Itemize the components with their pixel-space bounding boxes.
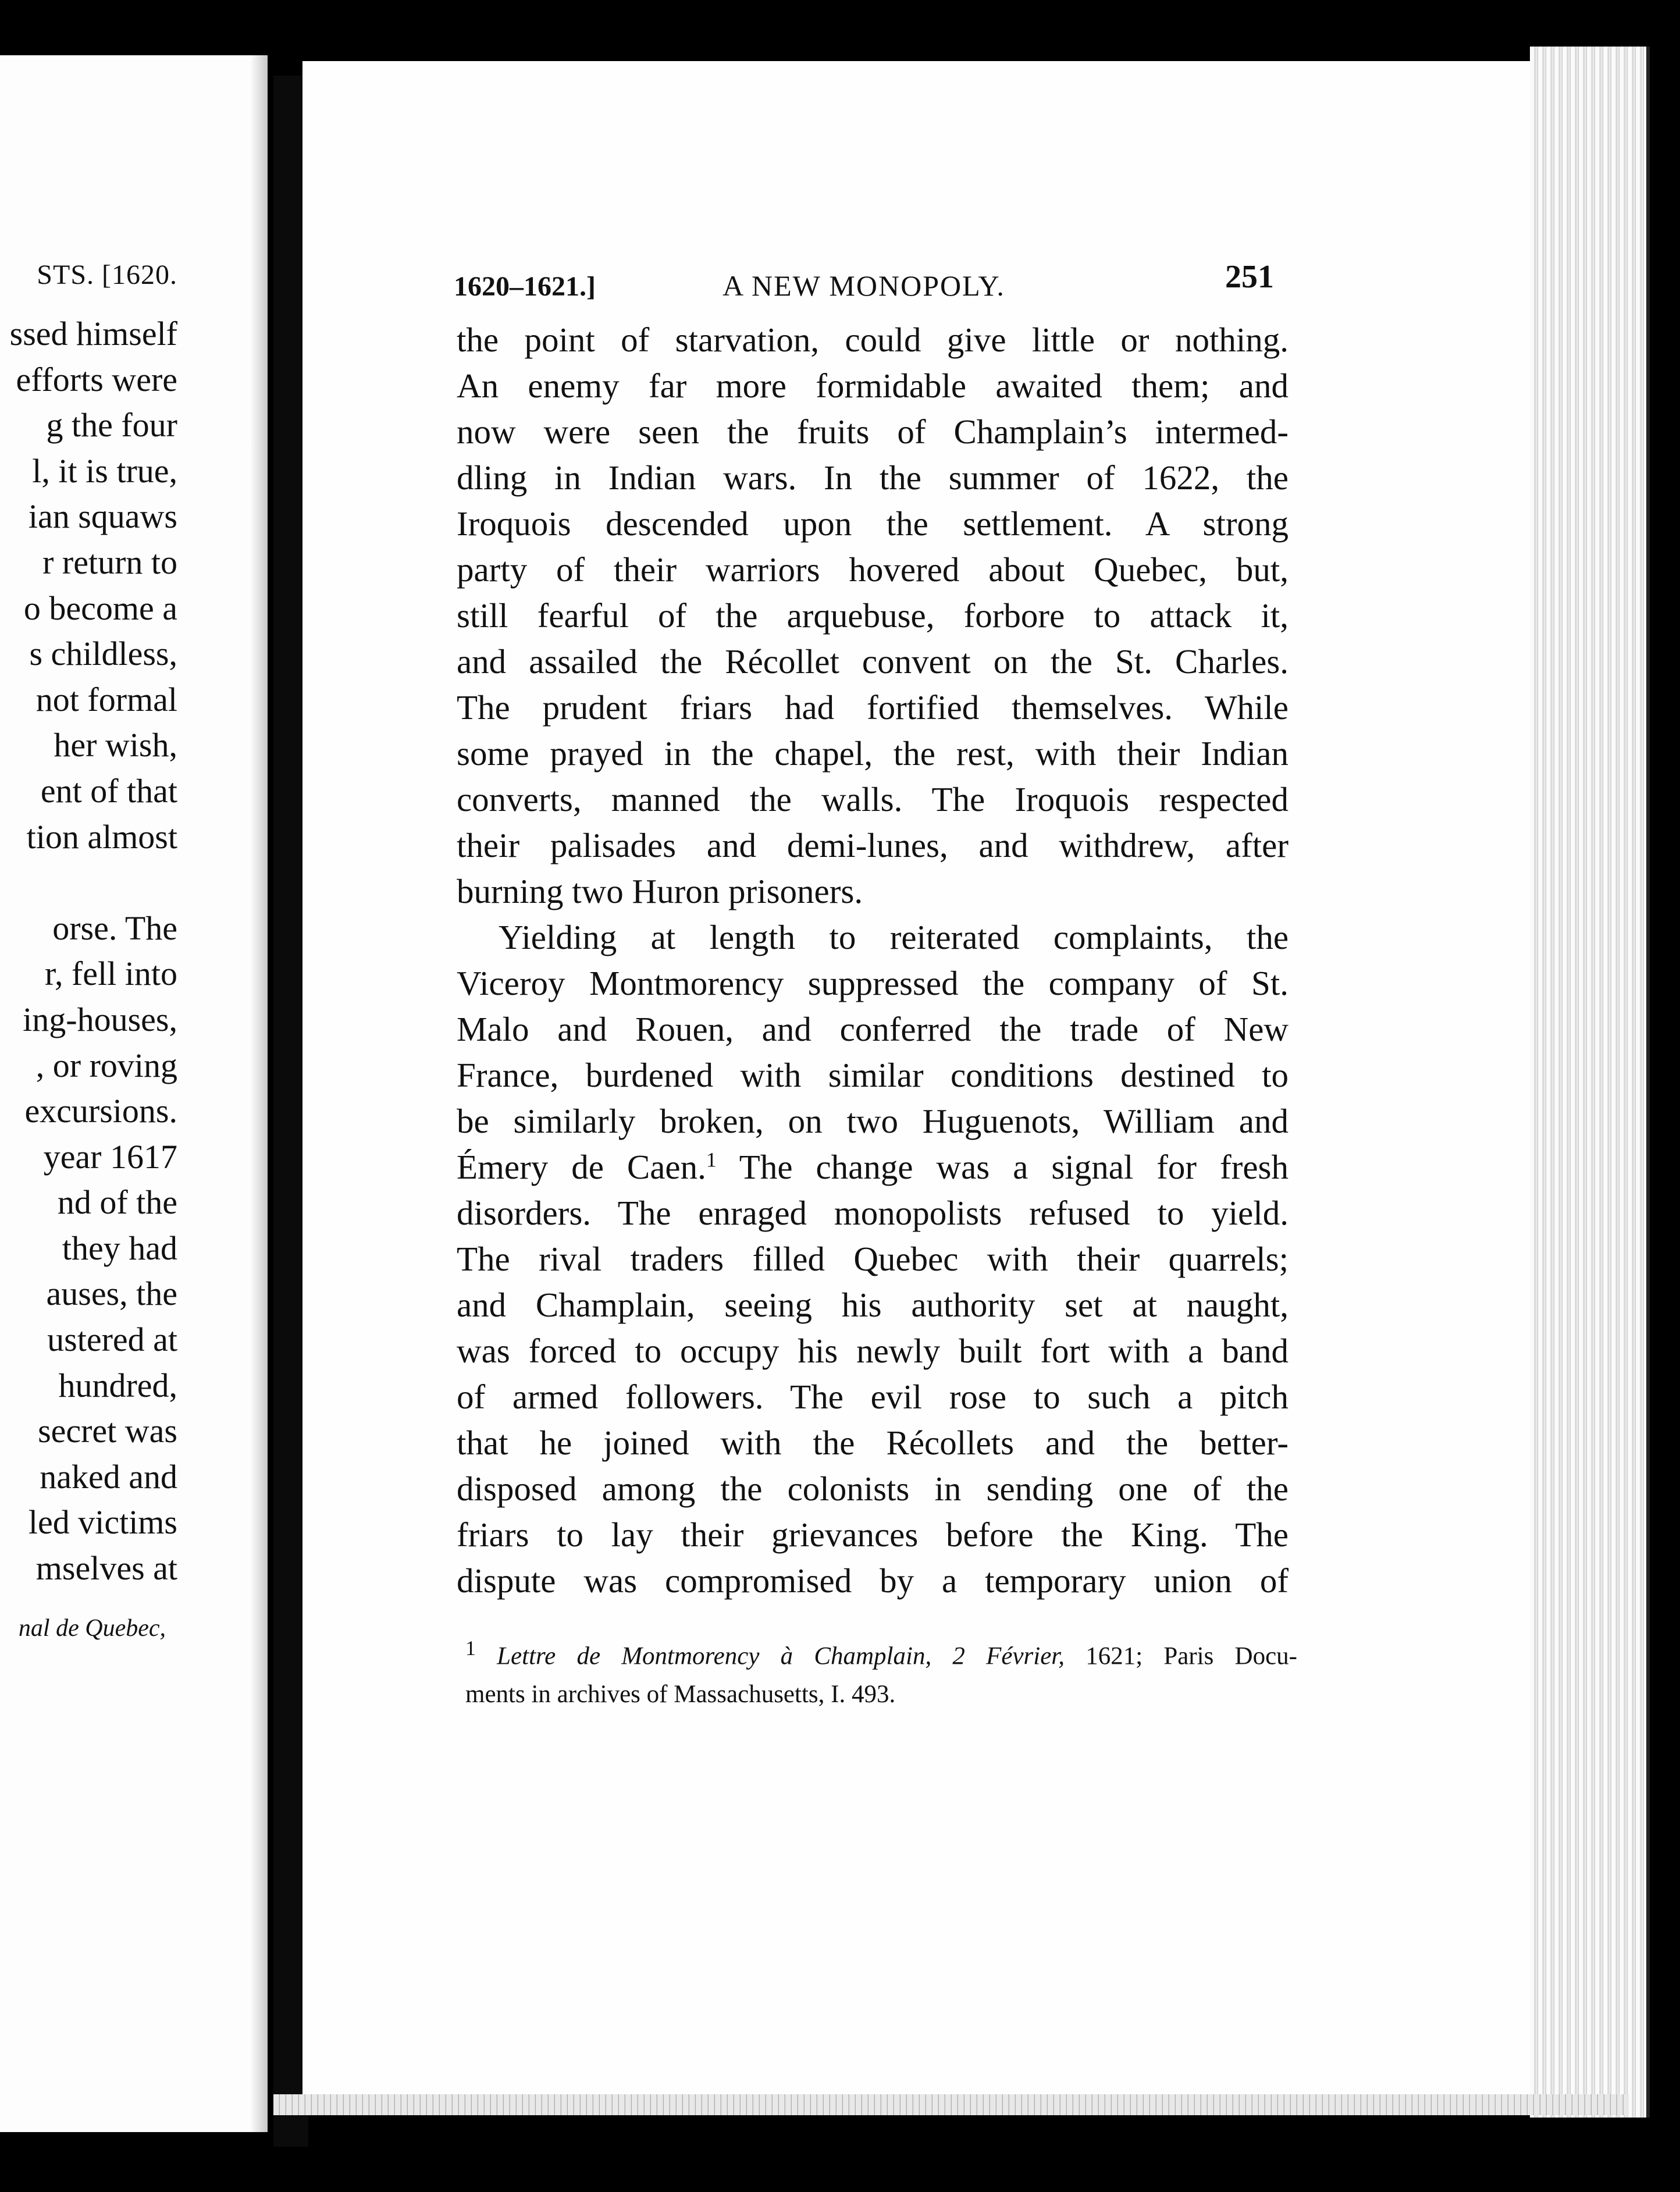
body-line: The rival traders filled Quebec with their quarrels;	[457, 1240, 1289, 1278]
previous-page-line: ustered at	[47, 1321, 177, 1359]
previous-page-line: secret was	[38, 1412, 177, 1450]
previous-page-line: r return to	[42, 543, 177, 581]
previous-page-line	[0, 860, 177, 906]
body-line: still fearful of the arquebuse, forbore to attack it,	[457, 596, 1289, 635]
previous-page-line: g the four	[46, 406, 177, 444]
body-line: disposed among the colonists in sending one of the	[457, 1469, 1289, 1508]
previous-page-footnote: nal de Quebec,	[18, 1615, 166, 1642]
body-line: Iroquois descended upon the settlement. A strong	[457, 504, 1289, 543]
body-line: Malo and Rouen, and conferred the trade of New	[457, 1010, 1289, 1048]
previous-page-line: o become a	[23, 589, 177, 627]
body-line: of armed followers. The evil rose to such a pitch	[457, 1378, 1289, 1416]
body-line: now were seen the fruits of Champlain’s intermed-	[457, 412, 1289, 451]
body-text-span: Émery de Caen.	[457, 1148, 706, 1186]
previous-page-line: naked and	[40, 1457, 177, 1496]
previous-page-line: , or roving	[35, 1046, 177, 1084]
body-line: their palisades and demi-lunes, and withdrew, after	[457, 826, 1289, 864]
body-text-span: The change was a signal for fresh	[716, 1148, 1289, 1186]
previous-page-line: tion almost	[26, 817, 177, 856]
previous-page-line: efforts were	[16, 360, 177, 398]
body-line: the point of starvation, could give little or nothing.	[457, 321, 1289, 359]
page-number: 251	[1225, 259, 1274, 295]
previous-page	[0, 55, 268, 2132]
previous-page-line: not formal	[35, 680, 177, 718]
body-line: An enemy far more formidable awaited them; and	[457, 366, 1289, 405]
previous-page-line: hundred,	[58, 1366, 177, 1404]
previous-page-line: they had	[62, 1229, 177, 1267]
page-edges	[1530, 47, 1650, 2118]
page-bottom-edge	[273, 2094, 1629, 2115]
body-text	[457, 317, 1289, 1604]
previous-page-text	[0, 311, 177, 1592]
previous-page-line: ent of that	[40, 771, 177, 810]
body-line: burning two Huron prisoners.	[457, 872, 863, 910]
body-line: France, burdened with similar conditions destined to	[457, 1056, 1289, 1094]
footnote-line: ments in archives of Massachusetts, I. 493.	[465, 1681, 896, 1709]
previous-page-line: ian squaws	[28, 497, 177, 536]
body-line: dispute was compromised by a temporary union of	[457, 1561, 1289, 1600]
body-line: disorders. The enraged monopolists refused to yield.	[457, 1194, 1289, 1232]
body-line: be similarly broken, on two Huguenots, William and	[457, 1102, 1289, 1140]
running-head	[454, 250, 1274, 303]
body-line: party of their warriors hovered about Quebec, but,	[457, 550, 1289, 589]
body-line: and assailed the Récollet convent on the St. Charles.	[457, 642, 1289, 681]
previous-page-line: l, it is true,	[32, 451, 177, 490]
previous-page-line: s childless,	[29, 635, 177, 673]
body-line: friars to lay their grievances before the King. The	[457, 1515, 1289, 1554]
previous-page-line: ssed himself	[9, 315, 177, 353]
running-head-title: A NEW MONOPOLY.	[722, 269, 1005, 302]
previous-page-line: orse. The	[52, 909, 177, 947]
body-line-with-footnote-ref	[457, 1144, 1289, 1190]
body-line: and Champlain, seeing his authority set at naught,	[457, 1286, 1289, 1324]
footnote-citation: Lettre de Montmorency à Champlain, 2 Février,	[497, 1642, 1065, 1670]
previous-page-line: her wish,	[54, 726, 177, 764]
footnote	[465, 1629, 1297, 1714]
running-head-years: 1620–1621.]	[454, 271, 596, 302]
body-line: some prayed in the chapel, the rest, with their Indian	[457, 734, 1289, 773]
body-line: The prudent friars had fortified themselves. While	[457, 688, 1289, 727]
previous-page-line: ing-houses,	[23, 1000, 177, 1038]
footnote-line	[465, 1629, 1297, 1675]
previous-page-header: STS. [1620.	[37, 259, 177, 290]
previous-page-line: year 1617	[43, 1137, 177, 1176]
previous-page-line: excursions.	[24, 1092, 177, 1130]
body-line: Yielding at length to reiterated complaints, the	[499, 918, 1289, 956]
body-line: dling in Indian wars. In the summer of 1622, the	[457, 458, 1289, 497]
previous-page-line: mselves at	[35, 1549, 177, 1588]
footnote-reference: 1	[706, 1148, 717, 1172]
body-line: Viceroy Montmorency suppressed the company of St.	[457, 964, 1289, 1002]
body-line: that he joined with the Récollets and the better-	[457, 1424, 1289, 1462]
body-line: converts, manned the walls. The Iroquois respected	[457, 780, 1289, 819]
body-line: was forced to occupy his newly built fort with a band	[457, 1332, 1289, 1370]
previous-page-line: r, fell into	[44, 955, 177, 993]
previous-page-line: nd of the	[57, 1183, 177, 1222]
previous-page-line: led victims	[28, 1503, 177, 1542]
footnote-text: 1621; Paris Docu-	[1065, 1642, 1298, 1670]
footnote-marker: 1	[465, 1636, 476, 1660]
previous-page-line: auses, the	[46, 1275, 177, 1313]
